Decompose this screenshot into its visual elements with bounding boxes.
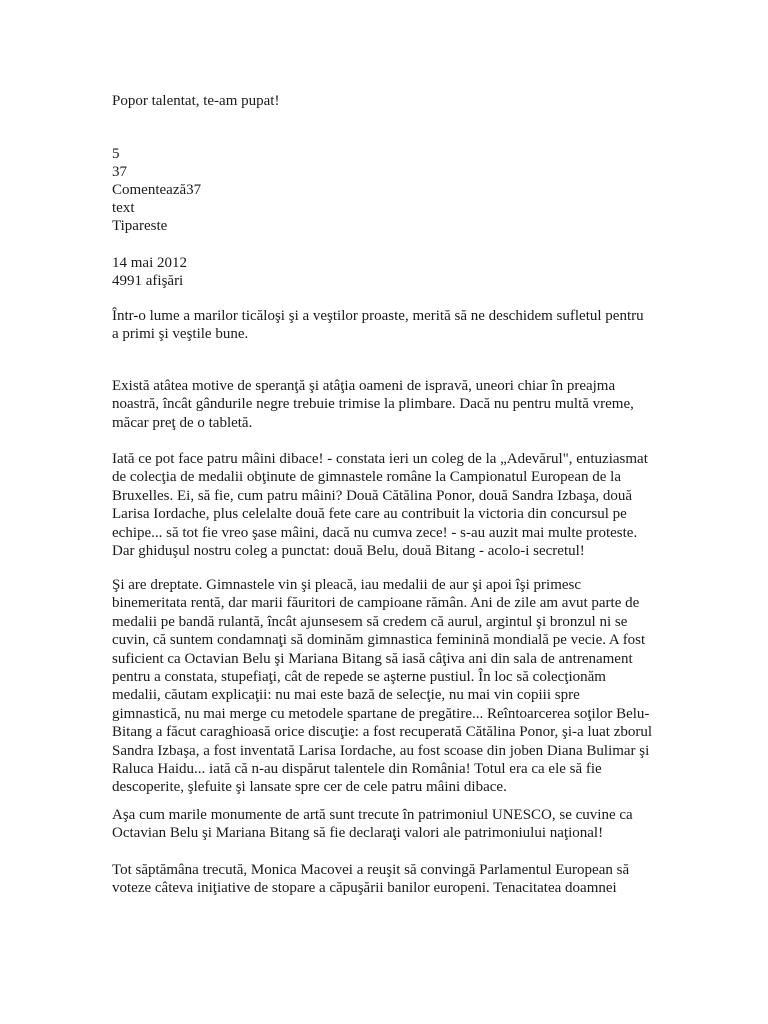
text-line: gimnastică, nu mai merge cu metodele spartane de pregătire... Reîntoarcerea soţilor Belu- (112, 705, 650, 722)
text-line: măcar preţ de o tabletă. (112, 414, 253, 431)
paragraph (112, 450, 652, 560)
text-line: Bitang a făcut caraghioasă orice discuţie: a fost recuperată Cătălina Ponor, şi-a luat zborul (112, 724, 653, 741)
text-size-link[interactable]: text (112, 200, 135, 216)
text-line: Iată ce pot face patru mâini dibace! - constata ieri un coleg de la „Adevărul", entuziasmat (112, 451, 648, 467)
comment-link[interactable]: Comentează37 (112, 182, 202, 198)
paragraph (112, 861, 652, 898)
text-line: Sandra Izbaşa, a fost inventată Larisa Iordache, au fost scoase din joben Diana Bulimar şi (112, 742, 650, 759)
text-line: Şi are dreptate. Gimnastele vin şi pleacă, iau medalii de aur şi apoi îşi primesc (112, 577, 582, 593)
text-line: echipe... să tot fie vreo şase mâini, dacă nu cumva zece! - s-au auzit mai multe proteste. (112, 524, 638, 541)
text-line: medalii, căutam explicaţii: nu mai este bază de selecţie, nu mai vin copiii spre (112, 687, 580, 704)
paragraph (112, 377, 652, 432)
text-line: descoperite, şlefuite şi lansate spre cer de cele patru mâini dibace. (112, 779, 507, 796)
text-line: Aşa cum marile monumente de artă sunt trecute în patrimoniul UNESCO, se cuvine ca (112, 807, 633, 823)
text-line: Există atâtea motive de speranţă şi atâţia oameni de ispravă, uneori chiar în preajma (112, 378, 616, 394)
text-line: binemeritata rentă, dar marii făuritori de campioane rămân. Ani de zile am avut parte de (112, 595, 640, 612)
text-line: Într-o lume a marilor ticăloşi şi a veştilor proaste, merită să ne deschidem sufletul pentru (112, 308, 644, 324)
publish-date: 14 mai 2012 (112, 255, 187, 271)
print-link[interactable]: Tipareste (112, 218, 168, 234)
text-line: Dar ghiduşul nostru coleg a punctat: două Belu, două Bitang - acolo-i secretul! (112, 543, 585, 560)
text-line: Bruxelles. Ei, să fie, cum patru mâini? Două Cătălina Ponor, două Sandra Izbaşa, două (112, 487, 633, 504)
article-title: Popor talentat, te-am pupat! (112, 93, 280, 109)
text-line: Larisa Iordache, plus celelalte două fete care au contribuit la victoria din concursul pe (112, 506, 627, 523)
article-meta (112, 145, 201, 235)
rating-value[interactable]: 5 (112, 146, 120, 162)
text-line: voteze câteva iniţiative de stopare a căpuşării banilor europeni. Tenacitatea doamnei (112, 880, 617, 897)
comments-count[interactable]: 37 (112, 164, 127, 180)
text-line: Tot săptămâna trecută, Monica Macovei a reuşit să convingă Parlamentul European să (112, 862, 630, 878)
text-line: Octavian Belu şi Mariana Bitang să fie declaraţi valori ale patrimoniului naţional! (112, 825, 604, 842)
text-line: medalii pe bandă rulantă, încât ajunsesem să credem că aurul, argintul şi bronzul ni se (112, 613, 628, 630)
text-line: pentru a constata, stupefiaţi, cât de repede se aşterne pustiul. În loc să colecţionăm (112, 669, 606, 686)
text-line: suficient ca Octavian Belu şi Mariana Bitang să iasă câţiva ani din sala de antrenament (112, 650, 633, 667)
text-line: cuvin, că suntem condamnaţi să dominăm gimnastica feminină mondială pe vecie. A fost (112, 632, 646, 649)
text-line: noastră, încât gândurile negre trebuie trimise la plimbare. Dacă nu pentru multă vreme, (112, 396, 634, 413)
article-info (112, 254, 187, 290)
text-line: a primi şi veştile bune. (112, 326, 249, 343)
view-count: 4991 afişări (112, 273, 184, 289)
text-line: de colecţia de medalii obţinute de gimnastele române la Campionatul European de la (112, 469, 621, 486)
text-line: Raluca Haidu... iată că n-au dispărut talentele din România! Totul era ca ele să fie (112, 761, 602, 778)
paragraph (112, 576, 652, 797)
article-intro (112, 307, 652, 344)
paragraph (112, 806, 652, 843)
